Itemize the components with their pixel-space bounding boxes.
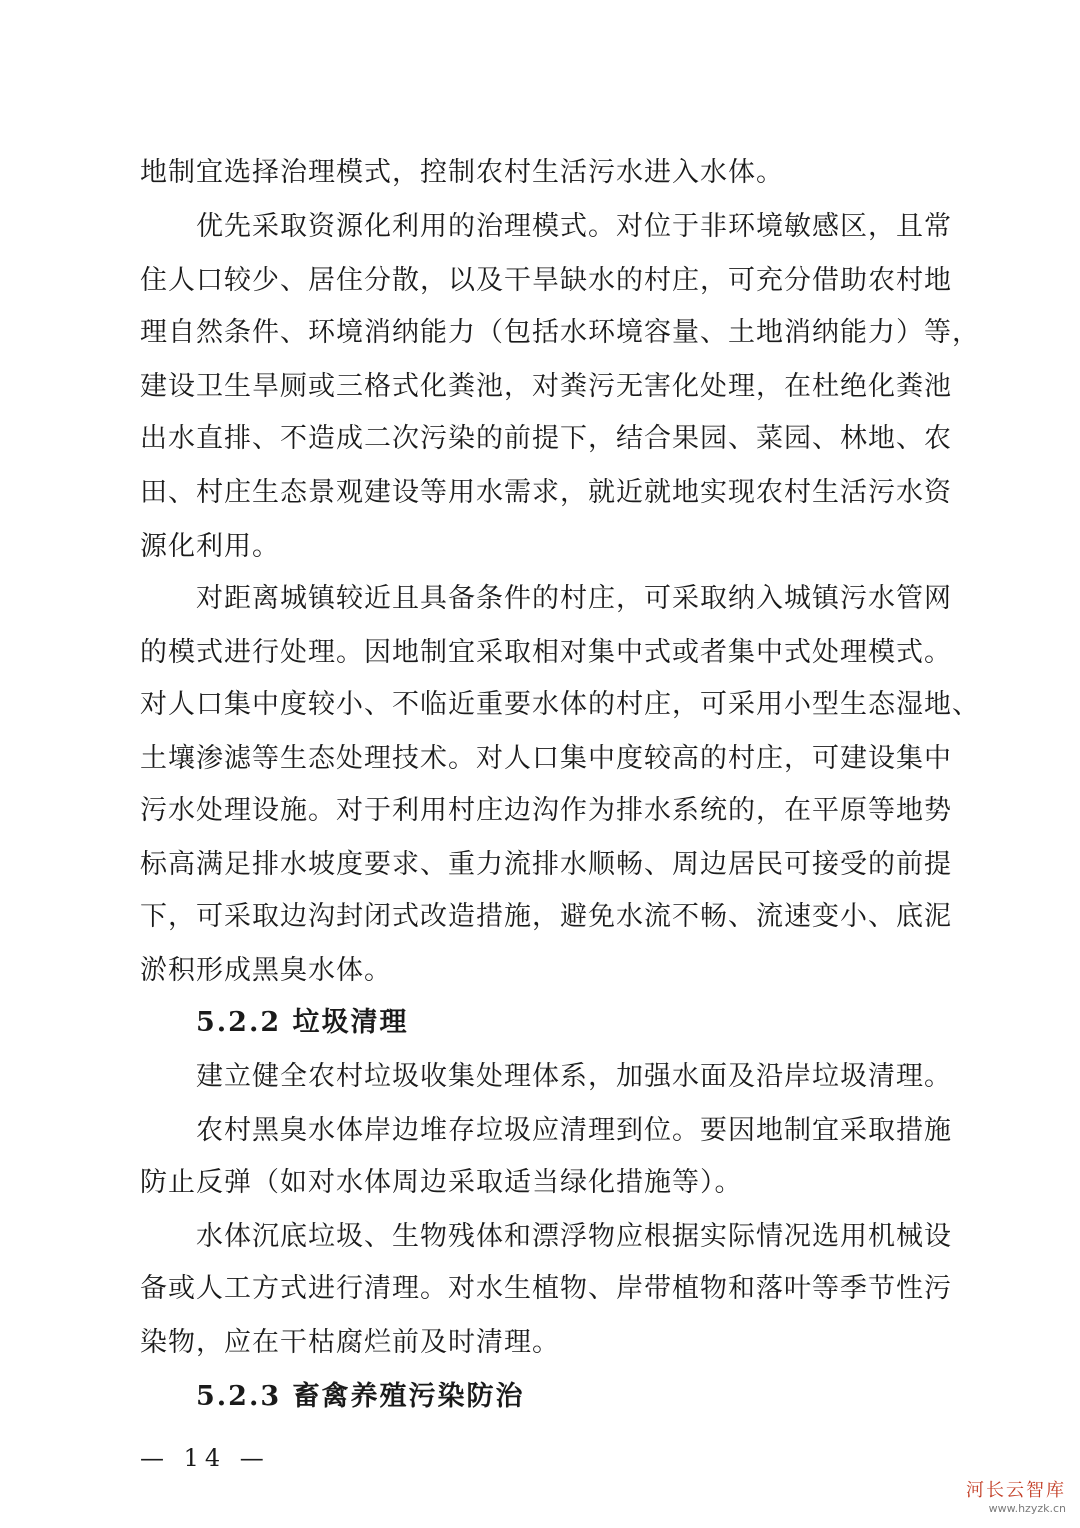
paragraph-first-line: 优先采取资源化利用的治理模式。对位于非环境敏感区，且常: [196, 211, 952, 242]
body-line: 地制宜选择治理模式，控制农村生活污水进入水体。: [140, 157, 784, 188]
section-heading: 5.2.2 垃圾清理: [196, 1007, 409, 1038]
paragraph-first-line: 建立健全农村垃圾收集处理体系，加强水面及沿岸垃圾清理。: [196, 1061, 952, 1092]
body-line: 建设卫生旱厕或三格式化粪池，对粪污无害化处理，在杜绝化粪池: [140, 371, 952, 402]
page-number: — 14 —: [140, 1444, 270, 1472]
paragraph-first-line: 对距离城镇较近且具备条件的村庄，可采取纳入城镇污水管网: [196, 583, 952, 614]
watermark-url: www.hzyzk.cn: [988, 1502, 1066, 1515]
body-line: 备或人工方式进行清理。对水生植物、岸带植物和落叶等季节性污: [140, 1273, 952, 1304]
watermark-name: 河长云智库: [966, 1480, 1066, 1501]
body-line: 防止反弹（如对水体周边采取适当绿化措施等）。: [140, 1167, 743, 1198]
body-line: 染物，应在干枯腐烂前及时清理。: [140, 1327, 560, 1358]
body-line: 标高满足排水坡度要求、重力流排水顺畅、周边居民可接受的前提: [140, 849, 952, 880]
body-line: 对人口集中度较小、不临近重要水体的村庄，可采用小型生态湿地、: [140, 689, 980, 720]
body-line: 住人口较少、居住分散，以及干旱缺水的村庄，可充分借助农村地: [140, 265, 952, 296]
section-heading: 5.2.3 畜禽养殖污染防治: [196, 1381, 525, 1412]
paragraph-first-line: 水体沉底垃圾、生物残体和漂浮物应根据实际情况选用机械设: [196, 1221, 952, 1252]
body-line: 源化利用。: [140, 531, 280, 562]
body-line: 土壤渗滤等生态处理技术。对人口集中度较高的村庄，可建设集中: [140, 743, 952, 774]
body-line: 污水处理设施。对于利用村庄边沟作为排水系统的，在平原等地势: [140, 795, 952, 826]
body-line: 淤积形成黑臭水体。: [140, 955, 392, 986]
watermark: [966, 1480, 1066, 1516]
body-line: 的模式进行处理。因地制宜采取相对集中式或者集中式处理模式。: [140, 637, 952, 668]
body-line: 出水直排、不造成二次污染的前提下，结合果园、菜园、林地、农: [140, 423, 952, 454]
paragraph-first-line: 农村黑臭水体岸边堆存垃圾应清理到位。要因地制宜采取措施: [196, 1115, 952, 1146]
body-line: 理自然条件、环境消纳能力（包括水环境容量、土地消纳能力）等，: [140, 317, 980, 348]
body-line: 田、村庄生态景观建设等用水需求，就近就地实现农村生活污水资: [140, 477, 952, 508]
body-line: 下，可采取边沟封闭式改造措施，避免水流不畅、流速变小、底泥: [140, 901, 952, 932]
